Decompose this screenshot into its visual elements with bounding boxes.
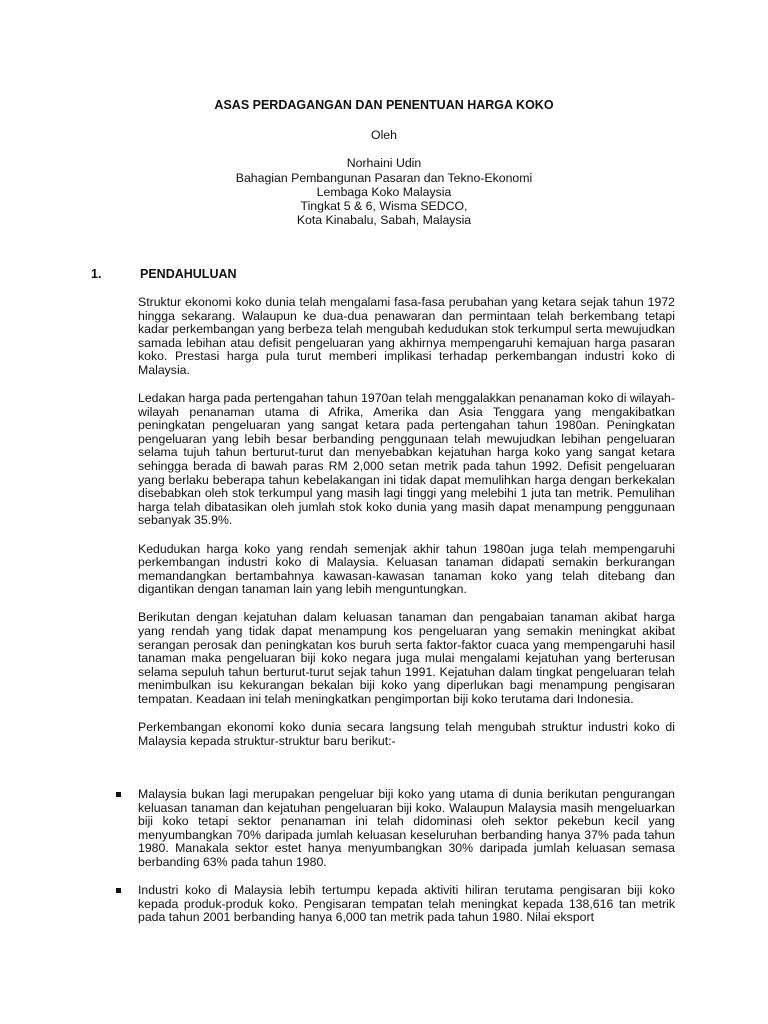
section-body [138, 296, 675, 763]
paragraph: Struktur ekonomi koko dunia telah mengalami fasa-fasa perubahan yang ketara sejak tahun 1972 hingga sekarang. Walaupun ke dua-dua penawaran dan permintaan telah berkembang tetapi kadar perkembangan yang berbeza telah mengubah kedudukan stok terkumpul serta mewujudkan samada lebihan atau defisit pengeluaran yang akhirnya mempengaruhi kemajuan harga pasaran koko. Prestasi harga pula turut memberi implikasi terhadap perkembangan industri koko di Malaysia. [138, 295, 675, 377]
square-bullet-icon [116, 792, 121, 797]
author-block [0, 128, 768, 227]
affiliation-line: Kota Kinabalu, Sabah, Malaysia [296, 213, 472, 228]
affiliation-line: Tingkat 5 & 6, Wisma SEDCO, [300, 199, 468, 213]
list-item [116, 884, 675, 925]
section-title: PENDAHULUAN [140, 267, 237, 281]
list-item [116, 788, 675, 870]
author-name: Norhaini Udin [346, 156, 422, 171]
paragraph: Ledakan harga pada pertengahan tahun 1970an telah menggalakkan penanaman koko di wilayah-wilayah penanaman utama di Afrika, Amerika dan Asia Tenggara yang mengakibatkan peningkatan pengeluaran yang sangat ketara pada pertengahan tahun 1980an. Peningkatan pengeluaran yang lebih besar berbanding penggunaan telah mewujudkan lebihan pengeluaran selama tujuh tahun berturut-turut dan menyebabkan kejatuhan harga koko yang sangat ketara sehingga berada di bawah paras RM 2,000 setan metrik pada tahun 1992. Defisit pengeluaran yang berlaku beberapa tahun kebelakangan ini tidak dapat memulihkan harga dengan berkekalan disebabkan oleh stok terkumpul yang masih lagi tinggi yang melebihi 1 juta tan metrik. Pemulihan harga telah dibatasikan oleh jumlah stok koko dunia yang masih dapat menampung penggunaan sebanyak 35.9%. [138, 391, 675, 528]
bullet-list [116, 788, 675, 939]
affiliation-line: Lembaga Koko Malaysia [316, 184, 452, 199]
document-title: ASAS PERDAGANGAN DAN PENENTUAN HARGA KOKO [214, 98, 554, 112]
affiliation-line: Bahagian Pembangunan Pasaran dan Tekno-Ekonomi [235, 170, 533, 185]
byline: Oleh [371, 128, 397, 142]
bullet-text: Industri koko di Malaysia lebih tertumpu kepada aktiviti hiliran terutama pengisaran biji koko kepada produk-produk koko. Pengisaran tempatan telah meningkat kepada 138,616 tan metrik pada tahun 2001 berbanding hanya 6,000 tan metrik pada tahun 1980. Nilai eksport [138, 883, 675, 925]
spacer [0, 142, 768, 156]
section-number: 1. [91, 267, 102, 281]
section-heading [91, 268, 237, 282]
paragraph: Perkembangan ekonomi koko dunia secara langsung telah mengubah struktur industri koko di Malaysia kepada struktur-struktur baru berikut:- [138, 720, 675, 748]
paragraph: Berikutan dengan kejatuhan dalam keluasan tanaman dan pengabaian tanaman akibat harga yang rendah yang tidak dapat menampung kos pengeluaran yang semakin meningkat akibat serangan perosak dan peningkatan kos buruh serta faktor-faktor cuaca yang mempengaruhi hasil tanaman maka pengeluaran biji koko negara juga mulai mengalami kejatuhan yang berterusan selama sepuluh tahun berturut-turut sejak tahun 1991. Kejatuhan dalam tingkat pengeluaran telah menimbulkan isu kekurangan bekalan biji koko yang diperlukan bagi menampung pengisaran tempatan. Keadaan ini telah meningkatkan pengimportan biji koko terutama dari Indonesia. [138, 610, 675, 706]
bullet-text: Malaysia bukan lagi merupakan pengeluar biji koko yang utama di dunia berikutan pengurangan keluasan tanaman dan kejatuhan pengeluaran biji koko. Walaupun Malaysia masih mengeluarkan biji koko tetapi sektor penanaman ini telah didominasi oleh sektor pekebun kecil yang menyumbangkan 70% daripada jumlah keluasan keseluruhan berbanding hanya 37% pada tahun 1980. Manakala sektor estet hanya menyumbangkan 30% daripada jumlah keluasan semasa berbanding 63% pada tahun 1980. [138, 787, 675, 869]
paragraph: Kedudukan harga koko yang rendah semenjak akhir tahun 1980an juga telah mempengaruhi perkembangan industri koko di Malaysia. Keluasan tanaman didapati semakin berkurangan memandangkan bertambahnya kawasan-kawasan tanaman koko yang telah ditebang dan digantikan dengan tanaman lain yang lebih menguntungkan. [138, 541, 675, 597]
square-bullet-icon [116, 888, 121, 893]
